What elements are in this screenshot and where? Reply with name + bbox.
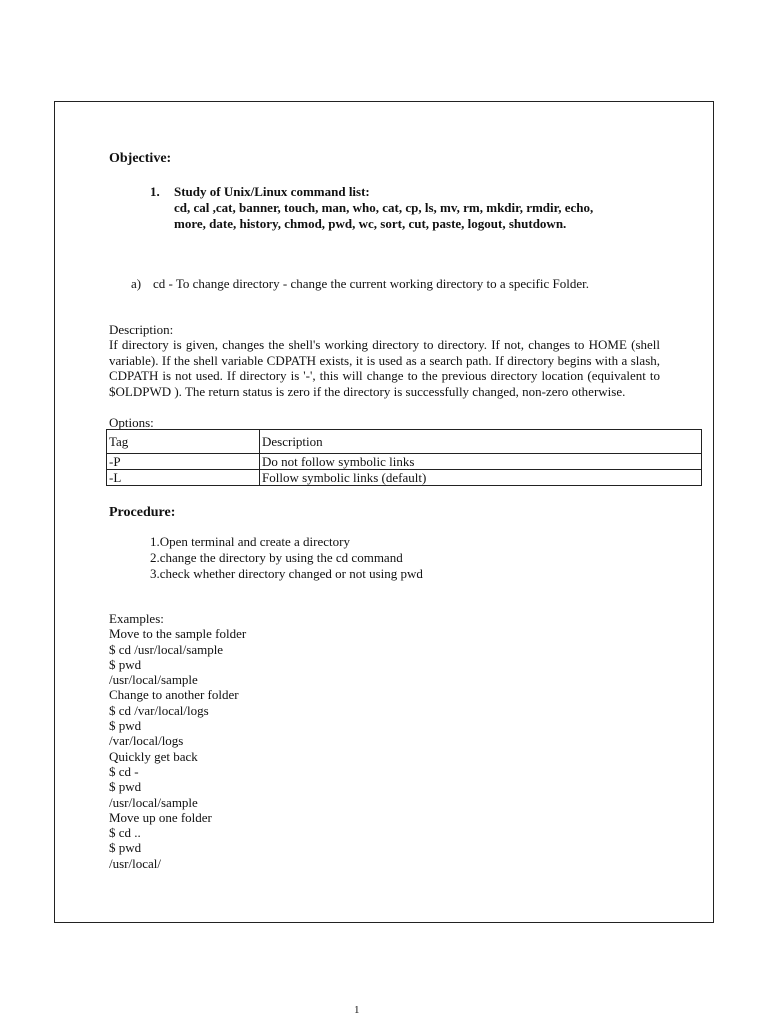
procedure-step: 2.change the directory by using the cd command <box>150 550 403 565</box>
command-list-line-1: cd, cal ,cat, banner, touch, man, who, cat, cp, ls, mv, rm, mkdir, rmdir, echo, <box>174 200 594 215</box>
table-row <box>107 454 702 470</box>
procedure-heading: Procedure: <box>109 505 176 520</box>
example-line: Change to another folder <box>109 687 239 703</box>
options-header-description: Description <box>260 430 702 454</box>
description-label: Description: <box>109 322 174 337</box>
example-line: Move up one folder <box>109 809 212 825</box>
option-tag: -P <box>107 454 260 470</box>
example-line: $ cd .. <box>109 825 141 841</box>
section-a-marker: a) <box>131 276 142 291</box>
example-line: $ cd /usr/local/sample <box>109 641 224 657</box>
procedure-steps <box>150 534 423 582</box>
option-description: Follow symbolic links (default) <box>260 470 702 486</box>
example-line: $ cd - <box>109 763 139 779</box>
example-line: $ pwd <box>109 718 142 734</box>
options-label: Options: <box>109 415 154 430</box>
table-row <box>107 470 702 486</box>
example-line: Move to the sample folder <box>109 626 247 642</box>
options-table-header-row <box>107 430 702 454</box>
example-line: $ pwd <box>109 840 142 856</box>
example-line: $ cd /var/local/logs <box>109 702 209 718</box>
option-description: Do not follow symbolic links <box>260 454 702 470</box>
option-tag: -L <box>107 470 260 486</box>
objective-heading: Objective: <box>109 151 172 166</box>
options-header-tag: Tag <box>107 430 260 454</box>
examples-heading: Examples: <box>109 611 164 626</box>
example-line: Quickly get back <box>109 748 198 764</box>
page-number: 1 <box>354 1004 360 1016</box>
section-a-text: cd - To change directory - change the current working directory to a specific Folder. <box>153 276 589 291</box>
example-line: $ pwd <box>109 656 142 672</box>
example-line: /usr/local/sample <box>109 672 198 688</box>
section-a <box>131 276 589 292</box>
objective-item-number: 1. <box>150 184 160 199</box>
objective-item-title: Study of Unix/Linux command list: <box>174 184 370 199</box>
procedure-step: 1.Open terminal and create a directory <box>150 534 350 549</box>
command-list-line-2: more, date, history, chmod, pwd, wc, sort, cut, paste, logout, shutdown. <box>174 216 567 231</box>
example-line: /usr/local/ <box>109 855 161 871</box>
example-line: /var/local/logs <box>109 733 184 749</box>
example-line: /usr/local/sample <box>109 794 198 810</box>
example-line: $ pwd <box>109 779 142 795</box>
objective-item <box>150 184 670 232</box>
procedure-step: 3.check whether directory changed or not using pwd <box>150 566 423 581</box>
options-table <box>106 429 702 486</box>
description-paragraph: If directory is given, changes the shell's working directory to directory. If not, changes to HOME (shell variable). If the shell variable CDPATH exists, it is used as a search path. If directory begins with a slash, CDPATH is not used. If directory is '-', this will change to the previous directory location (equivalent to $OLDPWD ). The return status is zero if the directory is successfully changed, non-zero otherwise. <box>109 337 660 399</box>
examples-block <box>109 611 246 871</box>
